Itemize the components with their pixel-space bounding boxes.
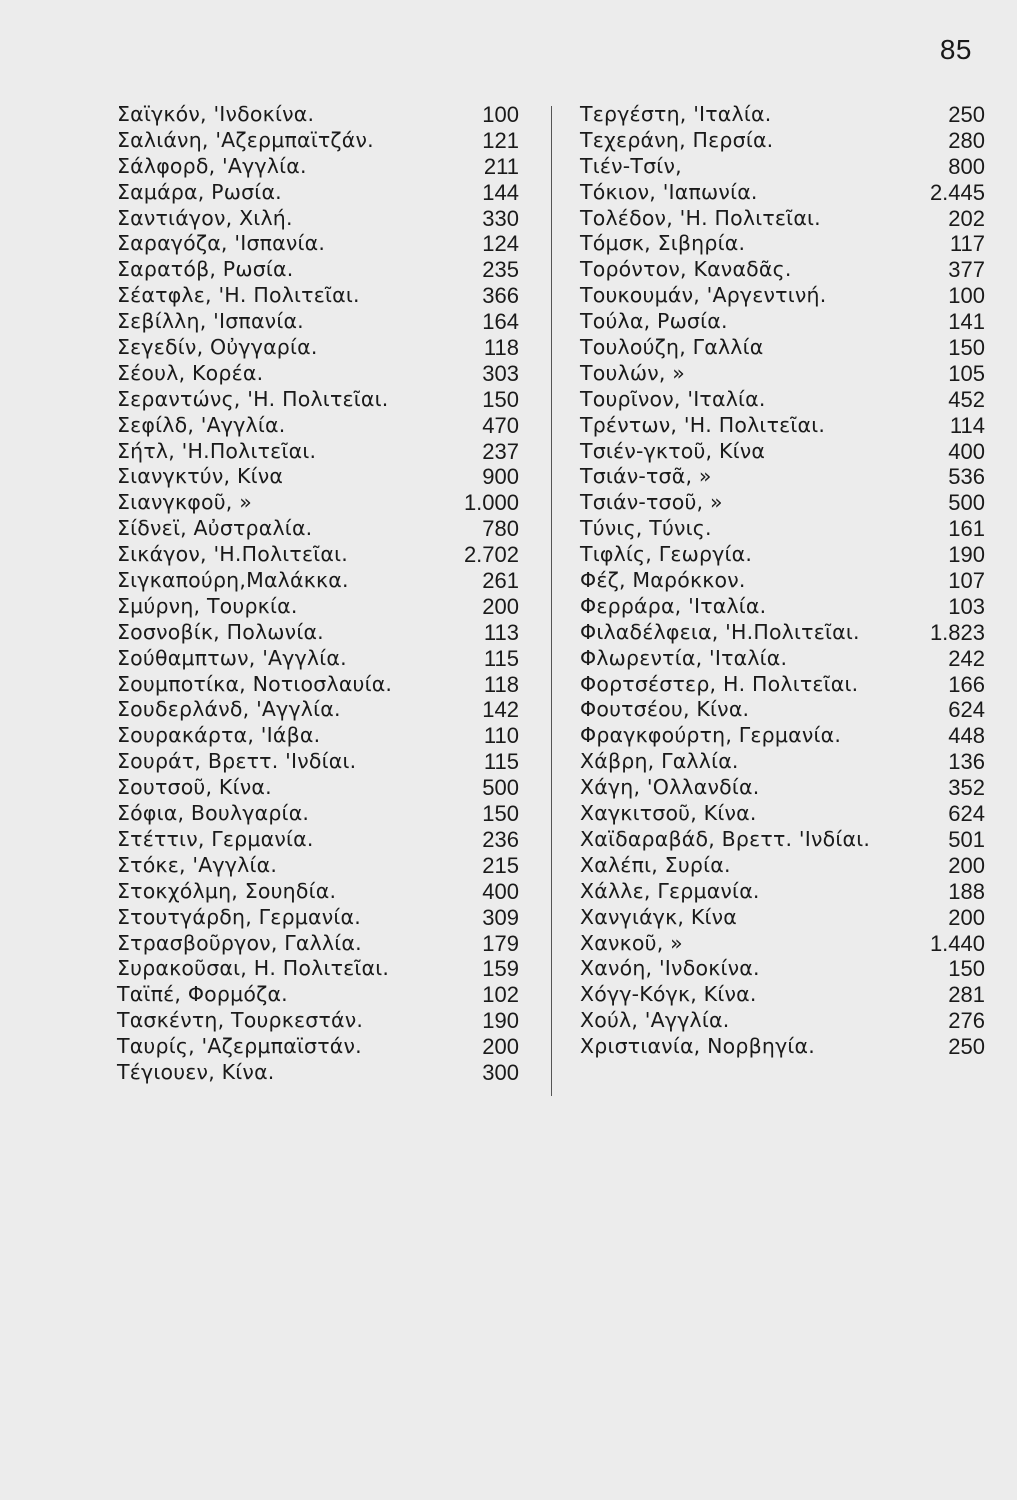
page-number: 85 <box>939 34 972 65</box>
city-name: Σεφίλδ, 'Αγγλία. <box>117 412 286 437</box>
city-entry <box>117 956 519 982</box>
city-entry <box>117 231 519 257</box>
city-entry <box>117 697 519 723</box>
city-value: 118 <box>483 335 519 361</box>
right-column <box>580 102 985 1060</box>
city-value: 500 <box>948 490 985 516</box>
city-name: Σόφια, Βουλγαρία. <box>117 801 310 826</box>
city-value: 115 <box>483 645 519 671</box>
city-name: Χάγη, 'Ολλανδία. <box>580 775 760 800</box>
city-entry <box>580 257 985 283</box>
city-value: 200 <box>948 904 985 930</box>
city-value: 366 <box>482 283 519 309</box>
city-name: Τόμσκ, Σιβηρία. <box>580 231 746 256</box>
city-name: Τσιάν-τσοῦ, » <box>580 490 723 515</box>
city-entry <box>117 490 519 516</box>
city-name: Τολέδον, 'Η. Πολιτεῖαι. <box>580 205 821 230</box>
city-entry <box>580 413 985 439</box>
city-entry <box>117 102 519 128</box>
city-entry <box>580 464 985 490</box>
city-name: Χανγιάγκ, Κίνα <box>580 904 737 929</box>
city-value: 150 <box>948 956 985 982</box>
city-entry <box>117 775 519 801</box>
city-value: 161 <box>948 516 985 542</box>
city-entry <box>580 620 985 646</box>
city-value: 452 <box>948 386 985 412</box>
city-name: Σιγκαπούρη,Μαλάκκα. <box>117 568 349 593</box>
city-entry <box>117 1008 519 1034</box>
city-name: Φλωρεντία, 'Ιταλία. <box>580 645 788 670</box>
city-entry <box>580 516 985 542</box>
city-entry <box>580 646 985 672</box>
city-entry <box>117 827 519 853</box>
city-entry <box>117 1060 519 1086</box>
city-name: Χριστιανία, Νορβηγία. <box>580 1034 815 1059</box>
city-entry <box>580 775 985 801</box>
city-entry <box>117 257 519 283</box>
city-entry <box>117 1034 519 1060</box>
city-name: Σικάγον, 'Η.Πολιτεῖαι. <box>117 542 348 567</box>
city-entry <box>580 490 985 516</box>
city-value: 500 <box>482 775 519 801</box>
city-name: Χαϊδαραβάδ, Βρεττ. 'Ινδίαι. <box>580 826 871 851</box>
city-entry <box>117 723 519 749</box>
city-value: 303 <box>482 360 519 386</box>
city-value: 281 <box>948 982 985 1008</box>
city-entry <box>117 905 519 931</box>
city-entry <box>117 646 519 672</box>
city-name: Φορτσέστερ, Η. Πολιτεῖαι. <box>580 671 859 696</box>
city-entry <box>117 620 519 646</box>
city-name: Στουτγάρδη, Γερμανία. <box>117 904 361 929</box>
city-value: 1.000 <box>463 490 519 516</box>
city-name: Σαραγόζα, 'Ισπανία. <box>117 231 326 256</box>
city-name: Φραγκφούρτη, Γερμανία. <box>580 723 842 748</box>
city-entry <box>117 801 519 827</box>
city-entry <box>117 361 519 387</box>
city-name: Τιφλίς, Γεωργία. <box>580 542 753 567</box>
city-value: 470 <box>482 412 519 438</box>
city-name: Σαρατόβ, Ρωσία. <box>117 257 294 282</box>
city-value: 780 <box>482 516 519 542</box>
city-value: 280 <box>948 127 985 153</box>
city-value: 276 <box>948 1008 985 1034</box>
city-name: Χανόη, 'Ινδοκίνα. <box>580 956 760 981</box>
city-value: 117 <box>949 231 985 257</box>
city-name: Στέττιν, Γερμανία. <box>117 826 314 851</box>
city-entry <box>117 154 519 180</box>
city-name: Χαλέπι, Συρία. <box>580 852 731 877</box>
city-value: 102 <box>482 982 519 1008</box>
city-value: 200 <box>948 852 985 878</box>
city-entry <box>580 931 985 957</box>
city-entry <box>580 853 985 879</box>
city-entry <box>117 879 519 905</box>
city-value: 179 <box>482 930 519 956</box>
city-value: 235 <box>482 257 519 283</box>
city-name: Τουρῖνον, 'Ιταλία. <box>580 386 766 411</box>
city-entry <box>580 1034 985 1060</box>
city-value: 300 <box>482 1059 519 1085</box>
city-entry <box>580 361 985 387</box>
city-name: Χούλ, 'Αγγλία. <box>580 1008 730 1033</box>
city-entry <box>580 542 985 568</box>
city-name: Σέουλ, Κορέα. <box>117 360 264 385</box>
city-value: 188 <box>948 878 985 904</box>
city-value: 103 <box>948 593 985 619</box>
city-value: 250 <box>948 102 985 127</box>
city-name: Σήτλ, 'Η.Πολιτεῖαι. <box>117 438 317 463</box>
city-value: 900 <box>482 464 519 490</box>
city-name: Χάβρη, Γαλλία. <box>580 749 739 774</box>
city-value: 202 <box>948 205 985 231</box>
city-value: 113 <box>483 619 519 645</box>
city-value: 1.823 <box>929 619 985 645</box>
city-name: Σέατφλε, 'Η. Πολιτεῖαι. <box>117 283 360 308</box>
city-entry <box>117 413 519 439</box>
city-name: Χάλλε, Γερμανία. <box>580 878 760 903</box>
city-entry <box>580 231 985 257</box>
city-value: 2.445 <box>929 179 985 205</box>
city-value: 800 <box>948 153 985 179</box>
city-value: 124 <box>482 231 519 257</box>
city-value: 242 <box>948 645 985 671</box>
city-value: 118 <box>483 671 519 697</box>
city-name: Τουκουμάν, 'Αργεντινή. <box>580 283 827 308</box>
city-name: Τύνις, Τύνις. <box>580 516 712 541</box>
city-entry <box>580 672 985 698</box>
city-value: 624 <box>948 697 985 723</box>
city-entry <box>580 749 985 775</box>
city-name: Χανκοῦ, » <box>580 930 683 955</box>
city-value: 141 <box>948 309 985 335</box>
city-value: 150 <box>482 386 519 412</box>
city-entry <box>117 982 519 1008</box>
city-name: Τούλα, Ρωσία. <box>580 309 728 334</box>
city-name: Τόκιον, 'Ιαπωνία. <box>580 179 758 204</box>
city-name: Σουτσοῦ, Κίνα. <box>117 775 272 800</box>
city-name: Στρασβοῦργον, Γαλλία. <box>117 930 362 955</box>
city-name: Χόγγ-Κόγκ, Κίνα. <box>580 982 757 1007</box>
city-entry <box>117 206 519 232</box>
city-value: 250 <box>948 1034 985 1060</box>
city-name: Φιλαδέλφεια, 'Η.Πολιτεῖαι. <box>580 619 860 644</box>
city-value: 536 <box>948 464 985 490</box>
city-name: Σουρακάρτα, 'Ιάβα. <box>117 723 321 748</box>
city-name: Φέζ, Μαρόκκον. <box>580 568 746 593</box>
city-name: Στοκχόλμη, Σουηδία. <box>117 878 337 903</box>
city-value: 159 <box>482 956 519 982</box>
city-name: Σουμποτίκα, Νοτιοσλαυία. <box>117 671 393 696</box>
city-name: Σιανγκφοῦ, » <box>117 490 252 515</box>
city-value: 400 <box>482 878 519 904</box>
city-entry <box>580 568 985 594</box>
city-entry <box>117 309 519 335</box>
city-entry <box>117 283 519 309</box>
city-value: 121 <box>482 127 519 153</box>
city-name: Τσιέν-γκτοῦ, Κίνα <box>580 438 766 463</box>
city-entry <box>117 749 519 775</box>
city-entry <box>580 180 985 206</box>
city-entry <box>580 102 985 128</box>
city-entry <box>580 1008 985 1034</box>
city-value: 330 <box>482 205 519 231</box>
city-name: Σάλφορδ, 'Αγγλία. <box>117 153 307 178</box>
city-value: 190 <box>948 542 985 568</box>
city-value: 1.440 <box>929 930 985 956</box>
city-name: Σούθαμπτων, 'Αγγλία. <box>117 645 347 670</box>
city-value: 136 <box>948 749 985 775</box>
city-value: 237 <box>482 438 519 464</box>
city-value: 501 <box>948 826 985 852</box>
city-value: 107 <box>948 568 985 594</box>
city-name: Σουδερλάνδ, 'Αγγλία. <box>117 697 341 722</box>
city-name: Σοσνοβίκ, Πολωνία. <box>117 619 324 644</box>
city-name: Σεραντώνς, 'Η. Πολιτεῖαι. <box>117 386 389 411</box>
city-value: 100 <box>482 102 519 127</box>
city-entry <box>580 309 985 335</box>
city-entry <box>117 594 519 620</box>
city-entry <box>117 439 519 465</box>
city-name: Σεβίλλη, 'Ισπανία. <box>117 309 304 334</box>
city-value: 144 <box>482 179 519 205</box>
city-name: Τορόντον, Καναδᾶς. <box>580 257 792 282</box>
city-value: 236 <box>482 826 519 852</box>
city-entry <box>580 723 985 749</box>
city-value: 211 <box>483 153 519 179</box>
city-entry <box>580 439 985 465</box>
city-value: 352 <box>948 775 985 801</box>
city-name: Σαϊγκόν, 'Ινδοκίνα. <box>117 102 315 126</box>
city-value: 200 <box>482 593 519 619</box>
city-entry <box>580 594 985 620</box>
city-entry <box>580 206 985 232</box>
city-entry <box>117 542 519 568</box>
city-name: Σουράτ, Βρεττ. 'Ινδίαι. <box>117 749 357 774</box>
city-value: 200 <box>482 1034 519 1060</box>
city-value: 114 <box>949 412 985 438</box>
city-name: Τεχεράνη, Περσία. <box>580 127 774 152</box>
city-entry <box>580 905 985 931</box>
city-name: Τασκέντη, Τουρκεστάν. <box>117 1008 364 1033</box>
column-divider <box>551 106 552 1096</box>
city-value: 624 <box>948 801 985 827</box>
city-value: 142 <box>482 697 519 723</box>
city-entry <box>580 801 985 827</box>
city-name: Ταϊπέ, Φορμόζα. <box>117 982 288 1007</box>
city-name: Στόκε, 'Αγγλία. <box>117 852 278 877</box>
city-name: Σαμάρα, Ρωσία. <box>117 179 282 204</box>
city-entry <box>580 154 985 180</box>
city-value: 150 <box>482 801 519 827</box>
city-name: Σιανγκτύν, Κίνα <box>117 464 284 489</box>
city-entry <box>580 283 985 309</box>
city-name: Τιέν-Τσίν, <box>580 153 682 178</box>
city-name: Τεργέστη, 'Ιταλία. <box>580 102 772 126</box>
city-entry <box>580 128 985 154</box>
city-name: Συρακοῦσαι, Η. Πολιτεῖαι. <box>117 956 390 981</box>
city-entry <box>117 672 519 698</box>
city-value: 215 <box>482 852 519 878</box>
city-value: 164 <box>482 309 519 335</box>
city-entry <box>580 827 985 853</box>
city-value: 309 <box>482 904 519 930</box>
city-name: Σεγεδίν, Οὐγγαρία. <box>117 335 318 360</box>
city-value: 105 <box>948 360 985 386</box>
city-entry <box>580 697 985 723</box>
city-value: 190 <box>482 1008 519 1034</box>
city-name: Τρέντων, 'Η. Πολιτεῖαι. <box>580 412 826 437</box>
city-entry <box>117 128 519 154</box>
city-value: 448 <box>948 723 985 749</box>
city-name: Φερράρα, 'Ιταλία. <box>580 593 767 618</box>
city-name: Τσιάν-τσᾶ, » <box>580 464 712 489</box>
city-name: Σαντιάγον, Χιλή. <box>117 205 293 230</box>
city-entry <box>117 516 519 542</box>
city-entry <box>117 853 519 879</box>
city-entry <box>580 956 985 982</box>
city-name: Τουλούζη, Γαλλία <box>580 335 764 360</box>
city-name: Χαγκιτσοῦ, Κίνα. <box>580 801 757 826</box>
city-entry <box>580 879 985 905</box>
city-value: 166 <box>948 671 985 697</box>
city-entry <box>117 387 519 413</box>
city-entry <box>580 335 985 361</box>
city-value: 400 <box>948 438 985 464</box>
city-name: Τέγιουεν, Κίνα. <box>117 1059 275 1084</box>
left-column <box>117 102 519 1086</box>
city-entry <box>117 931 519 957</box>
city-name: Φουτσέου, Κίνα. <box>580 697 750 722</box>
city-value: 100 <box>948 283 985 309</box>
city-name: Σαλιάνη, 'Αζερμπαϊτζάν. <box>117 127 374 152</box>
city-entry <box>117 335 519 361</box>
city-value: 150 <box>948 335 985 361</box>
city-value: 2.702 <box>463 542 519 568</box>
city-entry <box>580 982 985 1008</box>
city-value: 377 <box>948 257 985 283</box>
city-entry <box>117 180 519 206</box>
city-name: Τουλών, » <box>580 360 686 385</box>
city-value: 115 <box>483 749 519 775</box>
city-value: 110 <box>483 723 519 749</box>
city-name: Σίδνεϊ, Αὐστραλία. <box>117 516 313 541</box>
city-entry <box>580 387 985 413</box>
city-name: Σμύρνη, Τουρκία. <box>117 593 298 618</box>
city-entry <box>117 568 519 594</box>
city-entry <box>117 464 519 490</box>
city-value: 261 <box>482 568 519 594</box>
city-name: Ταυρίς, 'Αζερμπαϊστάν. <box>117 1034 362 1059</box>
